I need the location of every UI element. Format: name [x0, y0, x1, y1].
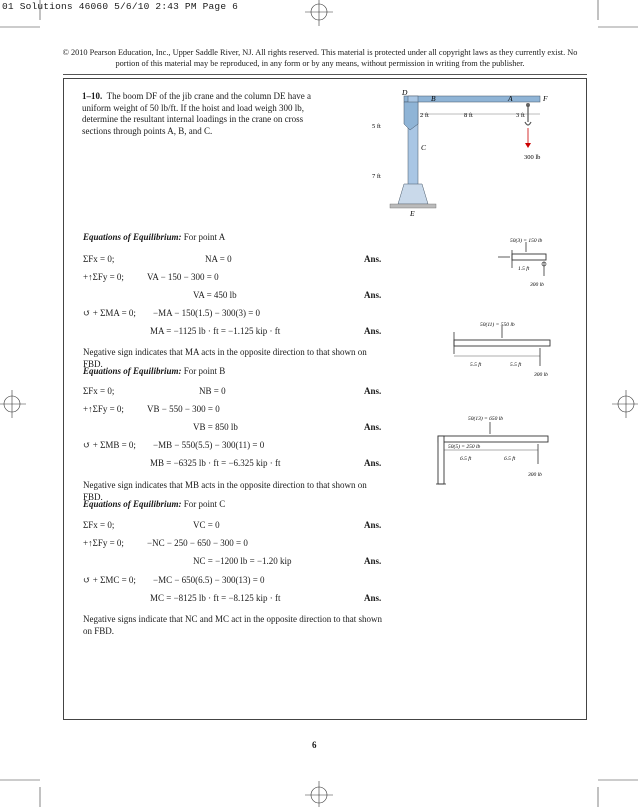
dim-7ft: 7 ft	[372, 173, 381, 180]
note-c: Negative signs indicate that NC and MC act in the opposite direction to that shown on FBD.	[83, 614, 382, 636]
ans-a-1: Ans.	[364, 254, 382, 264]
fbd-a-dim: 1.5 ft	[518, 266, 530, 272]
eq-b-2: VB − 550 − 300 = 0	[147, 404, 220, 414]
eq-c-2: −NC − 250 − 650 − 300 = 0	[147, 538, 248, 548]
section-c-heading: Equations of Equilibrium: For point C	[83, 499, 226, 509]
ans-c-3: Ans.	[364, 556, 382, 566]
eq-c-1-label: ΣFx = 0;	[83, 520, 115, 530]
eq-b-4: −MB − 550(5.5) − 300(11) = 0	[153, 440, 265, 450]
eq-b-1: NB = 0	[199, 386, 226, 396]
ans-c-1: Ans.	[364, 520, 382, 530]
eq-c-3: NC = −1200 lb = −1.20 kip	[193, 556, 292, 566]
label-c: C	[421, 143, 427, 152]
label-b: B	[431, 94, 436, 103]
eq-b-2-label: +↑ΣFy = 0;	[83, 404, 124, 414]
base	[398, 184, 428, 204]
fbd-c-load: 300 lb	[528, 472, 542, 478]
eq-c-5: MC = −8125 lb · ft = −8.125 kip · ft	[150, 593, 281, 603]
note-a: Negative sign indicates that MA acts in the opposite direction to that shown on FBD.	[83, 347, 367, 369]
bracket	[404, 102, 418, 130]
fbd-b	[440, 318, 560, 380]
ans-b-5: Ans.	[364, 458, 382, 468]
fbd-c-d2: 6.5 ft	[504, 456, 516, 462]
fbd-c-d1: 6.5 ft	[460, 456, 472, 462]
problem-number: 1–10.	[82, 91, 103, 101]
eq-b-4-label: ↺ + ΣMB = 0;	[83, 440, 136, 450]
eq-a-4-label: ↺ + ΣMA = 0;	[83, 308, 136, 318]
fbd-b-top: 50(11) = 550 lb	[480, 322, 515, 328]
label-d: D	[402, 88, 408, 97]
dim-3ft: 3 ft	[516, 112, 525, 119]
fbd-a	[490, 232, 560, 294]
fbd-c-top: 50(13) = 650 lb	[468, 416, 504, 422]
load-300lb: 300 lb	[524, 154, 541, 161]
hook	[525, 122, 531, 125]
ans-a-3: Ans.	[364, 290, 382, 300]
ans-a-5: Ans.	[364, 326, 382, 336]
fbd-c-side: 50(5) = 250 lb	[448, 444, 481, 450]
eq-a-2: VA − 150 − 300 = 0	[147, 272, 219, 282]
ans-c-5: Ans.	[364, 593, 382, 603]
label-e: E	[410, 209, 415, 218]
eq-b-3: VB = 850 lb	[193, 422, 238, 432]
eq-a-3: VA = 450 lb	[193, 290, 237, 300]
section-a-heading: Equations of Equilibrium: For point A	[83, 232, 226, 242]
fbd-b-d1: 5.5 ft	[470, 362, 482, 368]
eq-a-1: NA = 0	[205, 254, 232, 264]
ans-b-1: Ans.	[364, 386, 382, 396]
eq-a-1-label: ΣFx = 0;	[83, 254, 115, 264]
eq-b-1-label: ΣFx = 0;	[83, 386, 115, 396]
eq-a-2-label: +↑ΣFy = 0;	[83, 272, 124, 282]
eq-c-4-label: ↺ + ΣMC = 0;	[83, 575, 136, 585]
label-a: A	[508, 94, 513, 103]
fbd-b-d2: 5.5 ft	[510, 362, 522, 368]
boom	[404, 96, 540, 102]
dim-2ft: 2 ft	[420, 112, 429, 119]
fbd-a-top: 50(3) = 150 lb	[510, 238, 543, 244]
crane-figure	[360, 88, 560, 223]
eq-a-5: MA = −1125 lb · ft = −1.125 kip · ft	[150, 326, 281, 336]
fbd-c	[420, 408, 560, 506]
eq-c-2-label: +↑ΣFy = 0;	[83, 538, 124, 548]
eq-c-4: −MC − 650(6.5) − 300(13) = 0	[153, 575, 265, 585]
page-number: 6	[312, 740, 317, 750]
print-header: 01 Solutions 46060 5/6/10 2:43 PM Page 6	[2, 1, 239, 12]
eq-a-4: −MA − 150(1.5) − 300(3) = 0	[153, 308, 261, 318]
fbd-b-load: 300 lb	[534, 372, 548, 378]
eq-c-1: VC = 0	[193, 520, 220, 530]
ground	[390, 204, 436, 208]
dim-5ft: 5 ft	[372, 123, 381, 130]
problem-statement	[82, 91, 312, 137]
copyright-notice: © 2010 Pearson Education, Inc., Upper Saddle River, NJ. All rights reserved. This material is protected under all copyright laws as they currently exist. No portion of this material may be reproduced, in any form or by any means, without permission in writing from the publisher.	[62, 48, 578, 68]
dim-8ft: 8 ft	[464, 112, 473, 119]
divider	[63, 74, 587, 75]
problem-text: The boom DF of the jib crane and the column DE have a uniform weight of 50 lb/ft. If the hoist and load weigh 300 lb, determine the resultant internal loadings in the crane on cross sections through points A, B, and C.	[82, 91, 312, 136]
fbd-a-load: 300 lb	[530, 282, 544, 288]
section-b-heading: Equations of Equilibrium: For point B	[83, 366, 226, 376]
ans-b-3: Ans.	[364, 422, 382, 432]
eq-b-5: MB = −6325 lb · ft = −6.325 kip · ft	[150, 458, 281, 468]
note-b: Negative sign indicates that MB acts in the opposite direction to that shown on FBD.	[83, 480, 367, 502]
label-f: F	[543, 94, 548, 103]
